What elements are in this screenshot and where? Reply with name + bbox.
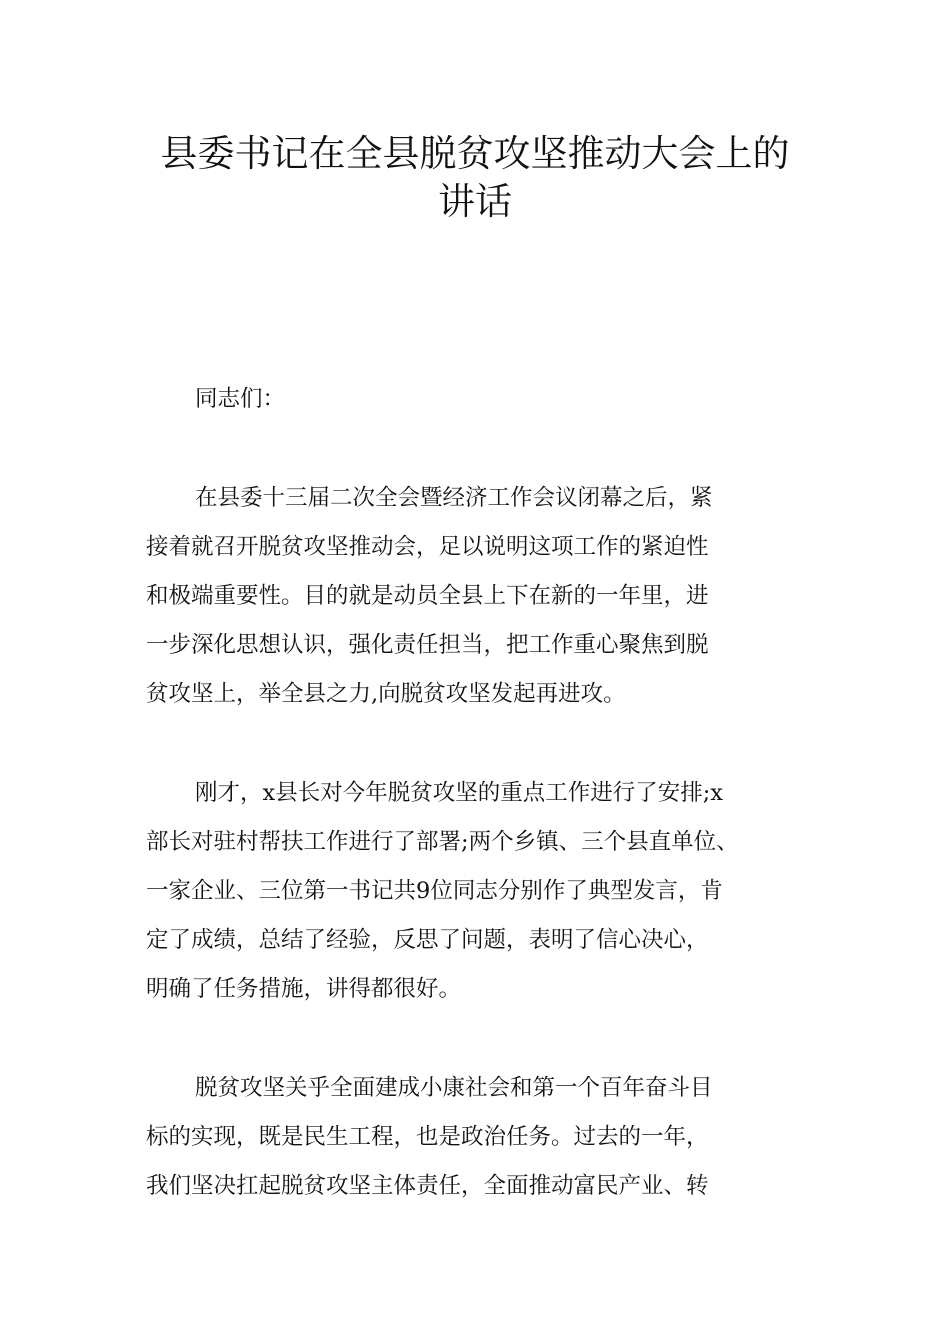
paragraph-line: 脱贫攻坚关乎全面建成小康社会和第一个百年奋斗目 [195, 1075, 713, 1101]
salutation-text: 同志们： [195, 386, 286, 412]
paragraph-line: 明确了任务措施，讲得都很好。 [146, 976, 462, 1002]
salutation [146, 375, 811, 424]
paragraph-1 [146, 474, 811, 719]
paragraph-line: 刚才，x县长对今年脱贫攻坚的重点工作进行了安排;x [195, 780, 723, 806]
paragraph-3 [146, 1064, 811, 1211]
document-title-line-2: 讲话 [438, 180, 512, 223]
paragraph-line: 贫攻坚上，举全县之力,向脱贫攻坚发起再进攻。 [146, 681, 626, 707]
paragraph-line: 接着就召开脱贫攻坚推动会，足以说明这项工作的紧迫性 [146, 534, 709, 560]
paragraph-line: 标的实现，既是民生工程，也是政治任务。过去的一年， [146, 1124, 709, 1150]
paragraph-line: 部长对驻村帮扶工作进行了部署;两个乡镇、三个县直单位、 [146, 829, 739, 855]
paragraph-line: 定了成绩，总结了经验，反思了问题，表明了信心决心， [146, 927, 709, 953]
document-title-line-1: 县委书记在全县脱贫攻坚推动大会上的 [160, 132, 790, 175]
paragraph-2 [146, 769, 811, 1014]
paragraph-line: 和极端重要性。目的就是动员全县上下在新的一年里，进 [146, 583, 709, 609]
paragraph-line: 一步深化思想认识，强化责任担当，把工作重心聚焦到脱 [146, 632, 709, 658]
paragraph-line: 在县委十三届二次全会暨经济工作会议闭幕之后，紧 [195, 485, 713, 511]
paragraph-line: 一家企业、三位第一书记共9位同志分别作了典型发言，肯 [146, 878, 723, 904]
paragraph-line: 我们坚决扛起脱贫攻坚主体责任，全面推动富民产业、转 [146, 1173, 709, 1199]
